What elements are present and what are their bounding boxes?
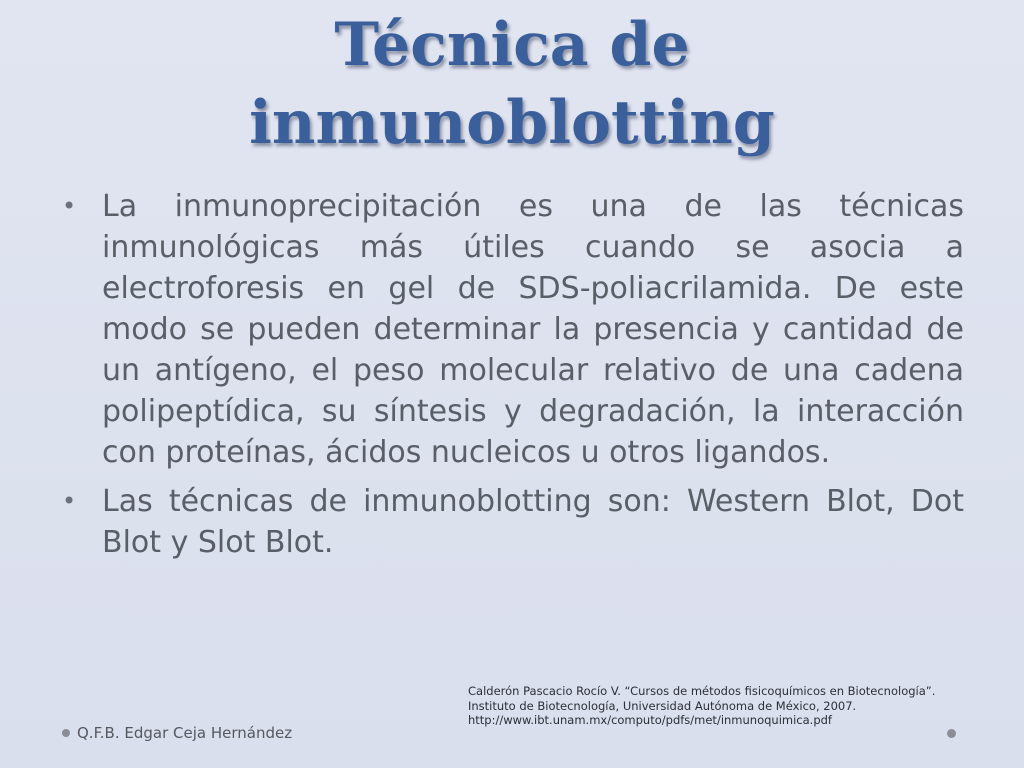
citation-line-1: Calderón Pascacio Rocío V. “Cursos de métodos fisicoquímicos en Biotecnología”. [468, 684, 936, 698]
bullet-text-2: Las técnicas de inmunoblotting son: Western Blot, Dot Blot y Slot Blot. [102, 484, 964, 560]
bullet-item-1 [60, 186, 964, 473]
footer-dot-icon [62, 729, 70, 737]
bullet-text-1: La inmunoprecipitación es una de las técnicas inmunológicas más útiles cuando se asocia a electroforesis en gel de SDS-poliacrilamida. De este modo se pueden determinar la presencia y cantidad de un antígeno, el peso molecular relativo de una cadena polipeptídica, su síntesis y degradación, la interacción con proteínas, ácidos nucleicos u otros ligandos. [102, 189, 964, 470]
slide-title-line-2: inmunoblotting [249, 88, 775, 158]
citation [468, 684, 988, 728]
citation-line-2: Instituto de Biotecnología, Universidad Autónoma de México, 2007. [468, 698, 857, 713]
slide-title [60, 6, 964, 162]
bullet-icon: • [62, 487, 77, 515]
footer-author-text: Q.F.B. Edgar Ceja Hernández [77, 724, 293, 742]
bullet-item-2 [60, 481, 964, 563]
bullet-list [60, 186, 964, 571]
footer-right-dot-icon [947, 729, 956, 738]
footer-author [62, 723, 292, 743]
bullet-icon: • [62, 192, 77, 220]
citation-url[interactable]: http://www.ibt.unam.mx/computo/pdfs/met/inmunoquimica.pdf [468, 713, 832, 727]
slide-title-line-1: Técnica de [334, 10, 690, 80]
